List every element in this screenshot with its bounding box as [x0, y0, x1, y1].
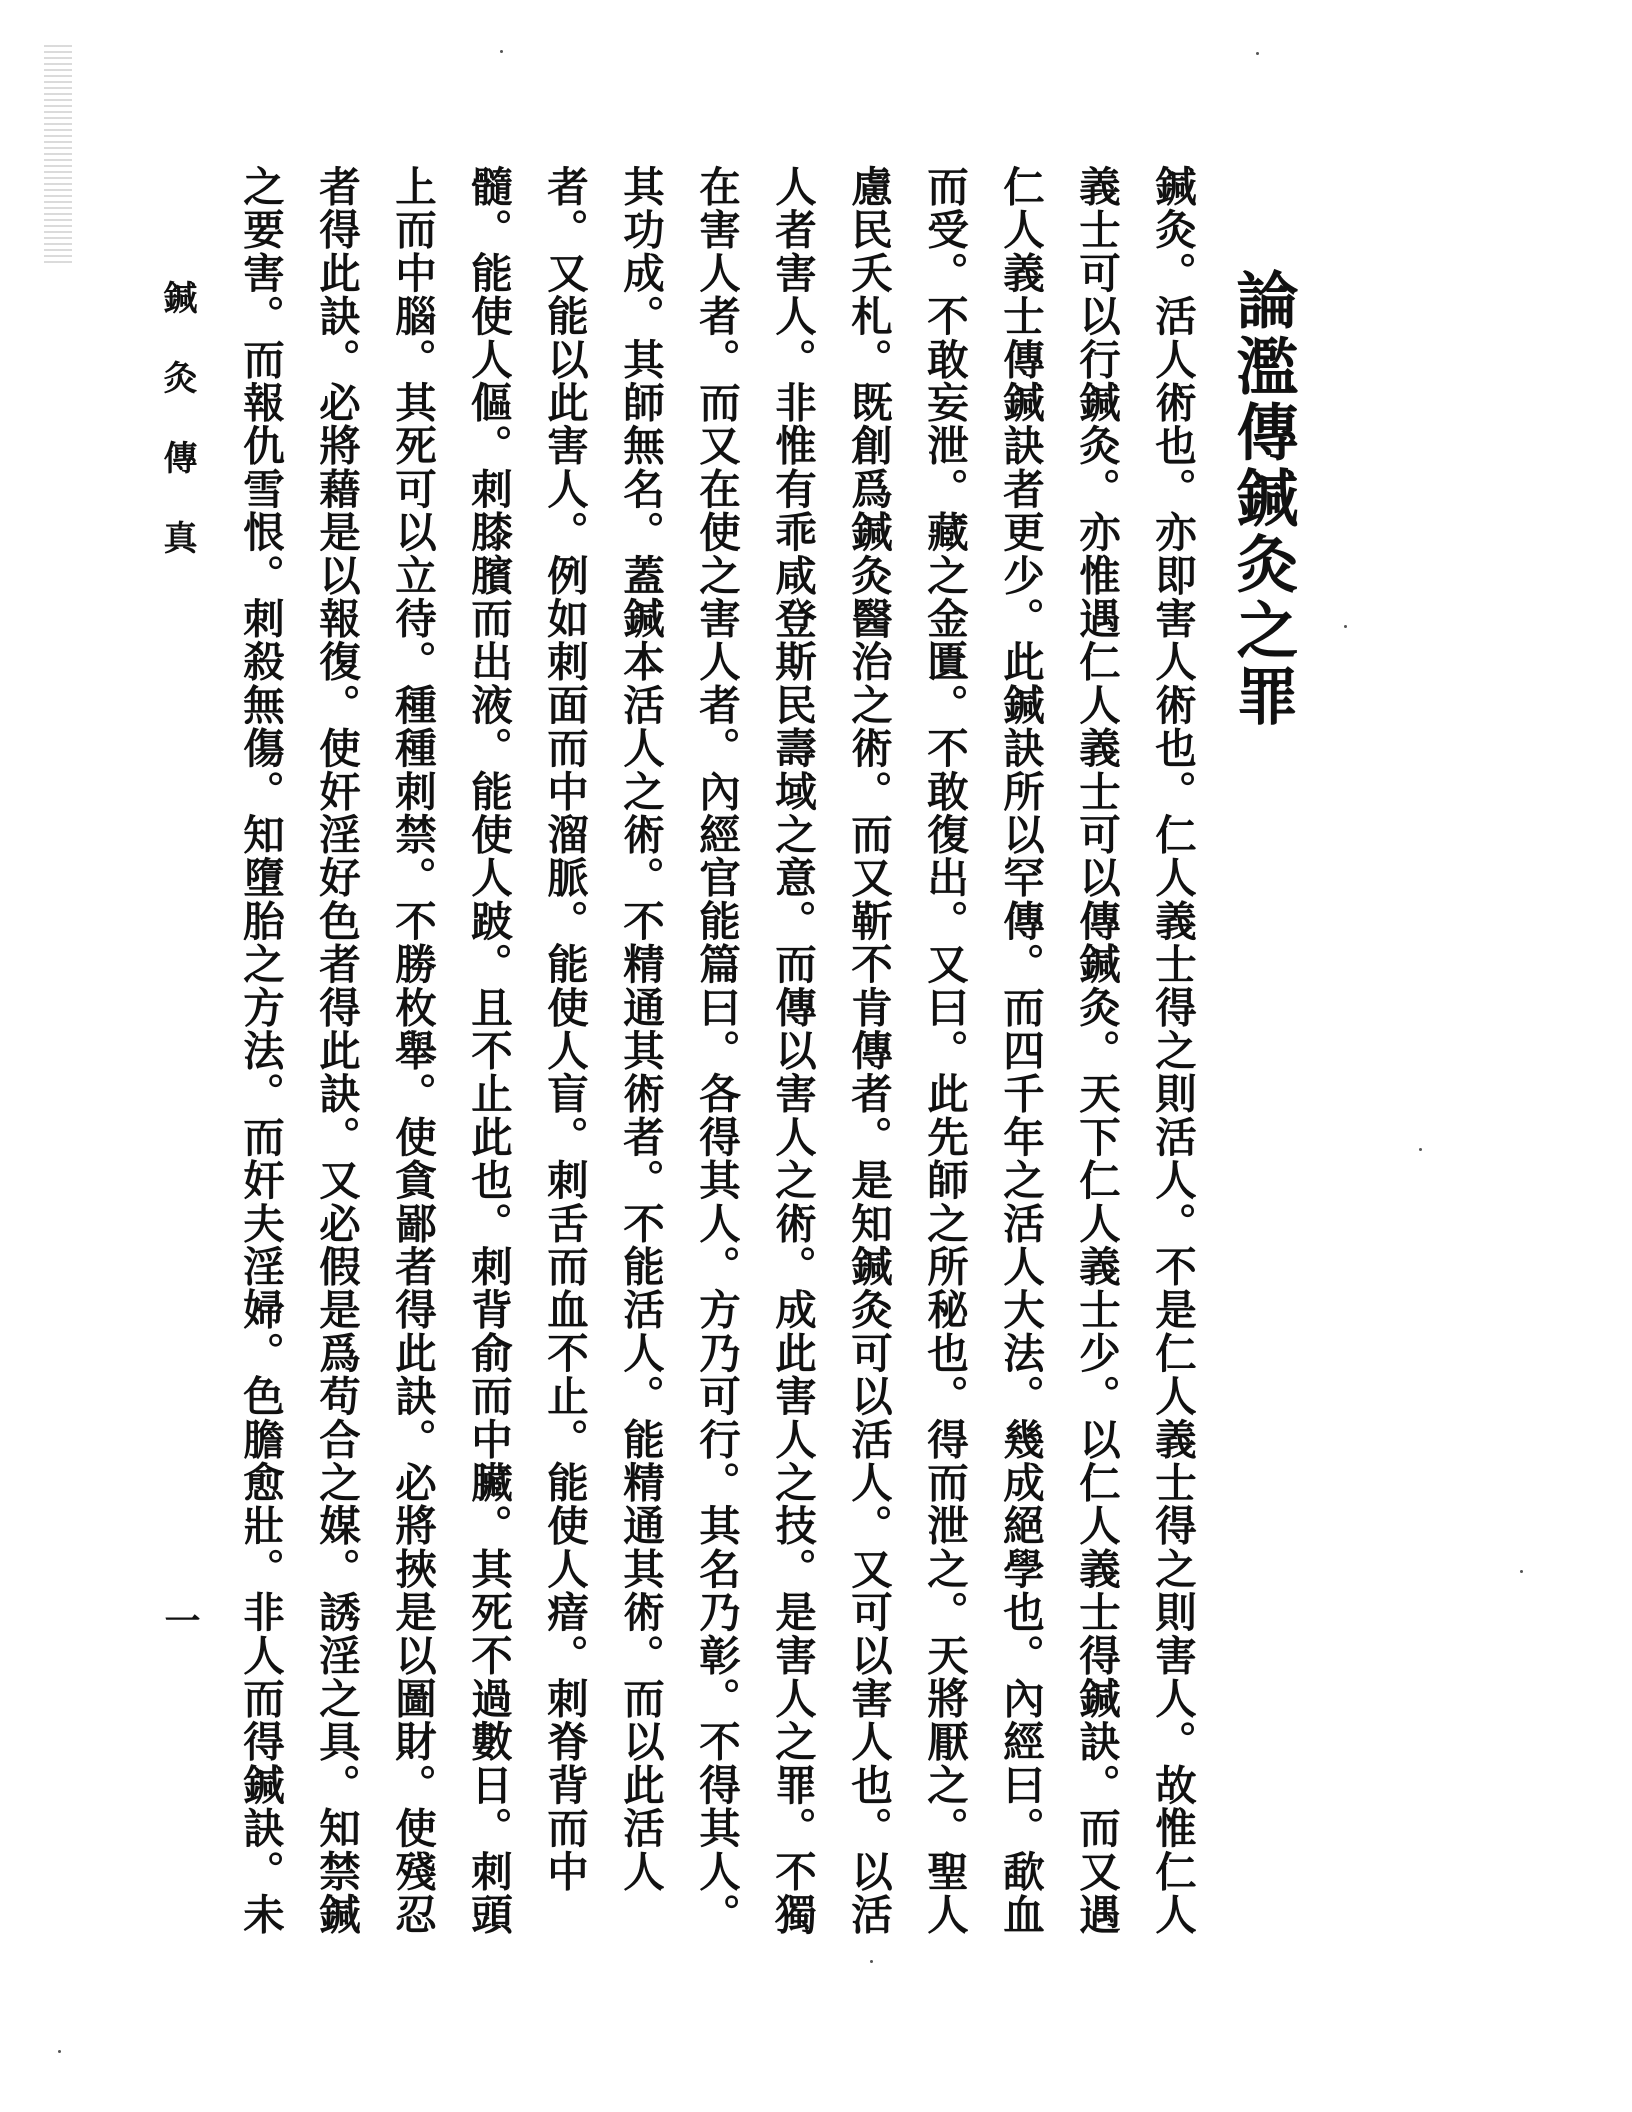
scan-speck: [1344, 625, 1347, 628]
body-paragraph: 鍼灸。活人術也。亦即害人術也。仁人義士得之則活人。不是仁人義士得之則害人。故惟仁人義士可以行鍼灸。亦惟遇仁人義士可以傳鍼灸。天下仁人義士少。以仁人義士得鍼訣。而又遇仁人義士傳鍼訣者更少。此鍼訣所以罕傳。而四千年之活人大法。幾成絕學也。內經曰。歃血而受。不敢妄泄。藏之金匱。不敢復出。又曰。此先師之所秘也。得而泄之。天將厭之。聖人慮民夭札。既創爲鍼灸醫治之術。而又靳不肯傳者。是知鍼灸可以活人。又可以害人也。以活人者害人。非惟有乖咸登斯民壽域之意。而傳以害人之術。成此害人之技。是害人之罪。不獨在害人者。而又在使之害人者。內經官能篇曰。各得其人。方乃可行。其名乃彰。不得其人。其功成。其師無名。蓋鍼本活人之術。不精通其術者。不能活人。能精通其術。而以此活人者。又能以此害人。例如刺面而中溜脈。能使人盲。刺舌而血不止。能使人瘖。刺脊背而中髓。能使人傴。刺膝臏而出液。能使人跛。且不止此也。刺背俞而中臟。其死不過數日。刺頭上而中腦。其死可以立待。種種刺禁。不勝枚舉。使貪鄙者得此訣。必將挾是以圖財。使殘忍者得此訣。必將藉是以報復。使奸淫好色者得此訣。又必假是爲苟合之媒。誘淫之具。知禁鍼之要害。而報仇雪恨。刺殺無傷。知墮胎之方法。而奸夫淫婦。色膽愈壯。非人而得鍼訣。未: [236, 165, 1197, 1937]
scan-speck: [58, 2050, 61, 2053]
scan-speck: [1419, 1148, 1422, 1151]
scan-speck: [1256, 52, 1259, 55]
scan-speck: [1520, 1570, 1523, 1573]
article-body: [235, 165, 1210, 1945]
page-number: 一: [159, 1602, 201, 1638]
article-title: 論濫傳鍼灸之罪: [1226, 268, 1299, 730]
scan-speck: [500, 50, 503, 53]
scan-speck: [870, 1960, 873, 1963]
scan-edge-noise: [44, 45, 72, 265]
running-head: 鍼灸傳真: [157, 280, 197, 600]
